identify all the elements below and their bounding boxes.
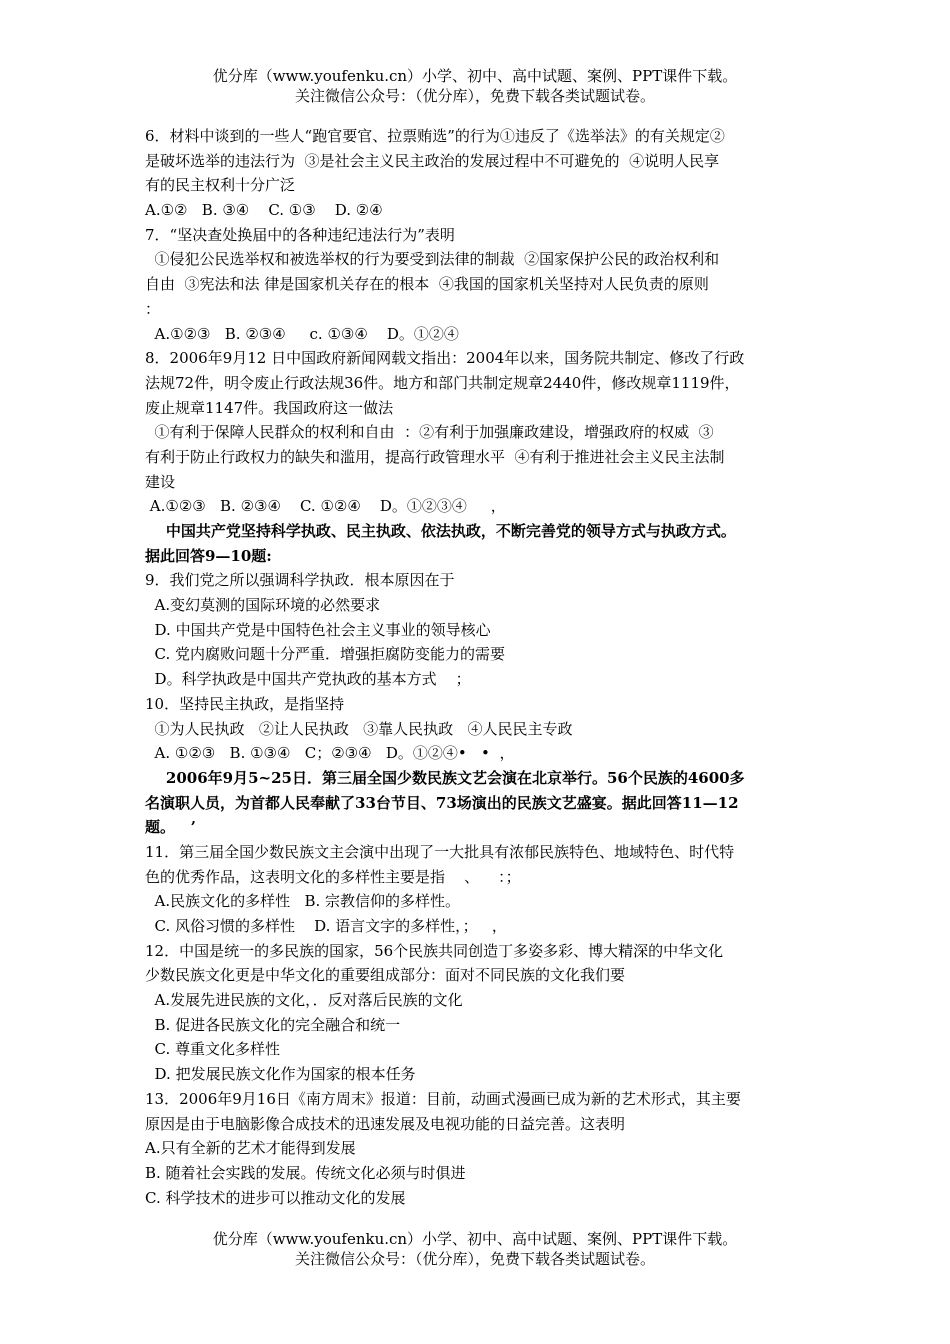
q6-options: A.①② B. ③④ C. ①③ D. ②④ — [145, 201, 383, 220]
material-intro-11-12: 题。 ’ — [145, 818, 196, 837]
q11-options: A.民族文化的多样性 B. 宗教信仰的多样性。 — [145, 892, 461, 911]
q13-option-a: A.只有全新的艺术才能得到发展 — [145, 1139, 356, 1158]
q8-stem: 8．2006年9月12 日中国政府新闻网载文指出：2004年以来，国务院共制定、修改了行政 — [145, 349, 745, 368]
q9-stem: 9．我们党之所以强调科学执政．根本原因在于 — [145, 571, 455, 590]
q13-stem: 原因是由于电脑影像合成技术的迅速发展及电视功能的日益完善。这表明 — [145, 1114, 626, 1133]
q12-option-d: D. 把发展民族文化作为国家的根本任务 — [145, 1065, 416, 1084]
q8-statements: 建设 — [145, 472, 176, 491]
q8-stem: 废止规章1147件。我国政府这一做法 — [145, 398, 394, 417]
q13-stem: 13．2006年9月16日《南方周末》报道：目前，动画式漫画已成为新的艺术形式，其主要 — [145, 1089, 741, 1108]
q11-options: C. 风俗习惯的多样性 D. 语言文字的多样性，； ， — [145, 917, 507, 935]
q11-stem: 色的优秀作品，这表明文化的多样性主要是指 、 ：； — [145, 867, 521, 886]
q7-stem: 7．“坚决查处换届中的各种违纪违法行为”表明 — [145, 225, 455, 244]
q12-option-c: C. 尊重文化多样性 — [145, 1040, 281, 1059]
q10-stem: 10．坚持民主执政，是指坚持 — [145, 694, 345, 713]
q6-stem: 有的民主权利十分广泛 — [145, 176, 296, 195]
page-header — [0, 66, 950, 106]
q8-statements: ①有利于保障人民群众的权利和自由 ：②有利于加强廉政建设，增强政府的权威 ③ — [145, 423, 714, 442]
q11-stem: 11．第三届全国少数民族文主会演中出现了一大批具有浓郁民族特色、地域特色、时代特 — [145, 842, 735, 861]
q12-option-a: A.发展先进民族的文化，．反对落后民族的文化 — [145, 991, 463, 1010]
material-intro-9-10: 据此回答9—10题: — [145, 546, 272, 565]
q7-statements: ①侵犯公民选举权和被选举权的行为要受到法律的制裁 ②国家保护公民的政治权利和 — [145, 250, 720, 269]
q13-option-c: C. 科学技术的进步可以推动文化的发展 — [145, 1188, 406, 1207]
q12-stem: 少数民族文化更是中华文化的重要组成部分：面对不同民族的文化我们要 — [145, 966, 626, 985]
material-intro-11-12: 名演职人员，为首都人民奉献了33台节目、73场演出的民族文艺盛宴。据此回答11—12 — [145, 793, 739, 812]
q6-stem: 是破坏选举的违法行为 ③是社会主义民主政治的发展过程中不可避免的 ④说明人民享 — [145, 151, 720, 170]
footer-line-2: 关注微信公众号：（优分库），免费下载各类试题试卷。 — [294, 1250, 655, 1268]
q8-stem: 法规72件，明令废止行政法规36件。地方和部门共制定规章2440件，修改规章1119件， — [145, 373, 740, 392]
material-intro-9-10: 中国共产党坚持科学执政、民主执政、依法执政，不断完善党的领导方式与执政方式。 — [145, 522, 736, 540]
q13-option-b: B. 随着社会实践的发展。传统文化必须与时俱进 — [145, 1163, 466, 1182]
q8-statements: 有利于防止行政权力的缺失和滥用，提高行政管理水平 ④有利于推进社会主义民主法制 — [145, 447, 725, 466]
footer-line-1: 优分库（www.youfenku.cn）小学、初中、高中试题、案例、PPT课件下载。 — [212, 1230, 738, 1248]
q10-statements: ①为人民执政 ②让人民执政 ③靠人民执政 ④人民民主专政 — [145, 719, 573, 738]
q9-option-c: C. 党内腐败问题十分严重．增强拒腐防变能力的需要 — [145, 645, 506, 664]
header-line-2: 关注微信公众号：（优分库），免费下载各类试题试卷。 — [294, 87, 655, 105]
header-line-1: 优分库（www.youfenku.cn）小学、初中、高中试题、案例、PPT课件下载。 — [212, 67, 738, 85]
q7-options: A.①②③ B. ②③④ c. ①③④ D。①②④ — [145, 324, 459, 343]
q12-option-b: B. 促进各民族文化的完全融合和统一 — [145, 1015, 401, 1034]
page-footer — [0, 1229, 950, 1269]
exam-content — [145, 124, 825, 1210]
q6-stem: 6．材料中谈到的一些人“跑官要官、拉票贿选”的行为①违反了《选举法》的有关规定② — [145, 127, 725, 145]
material-intro-11-12: 2006年9月5~25日．第三届全国少数民族文艺会演在北京举行。56个民族的4600多 — [145, 768, 745, 787]
q8-options: A.①②③ B. ②③④ C. ①②④ D。①②③④ ， — [145, 497, 506, 516]
q9-option-d: D。科学执政是中国共产党执政的基本方式 ； — [145, 670, 471, 689]
q7-statements: ： — [145, 299, 161, 318]
q12-stem: 12．中国是统一的多民族的国家，56个民族共同创造丁多姿多彩、博大精深的中华文化 — [145, 941, 724, 960]
q10-options: A. ①②③ B. ①③④ C；②③④ D。①②④• • ， — [145, 744, 515, 763]
q7-statements: 自由 ③宪法和法 律是国家机关存在的根本 ④我国的国家机关坚持对人民负责的原则 — [145, 275, 709, 294]
q9-option-a: A.变幻莫测的国际环境的必然要求 — [145, 596, 381, 615]
q9-option-b: D. 中国共产党是中国特色社会主义事业的领导核心 — [145, 620, 491, 639]
